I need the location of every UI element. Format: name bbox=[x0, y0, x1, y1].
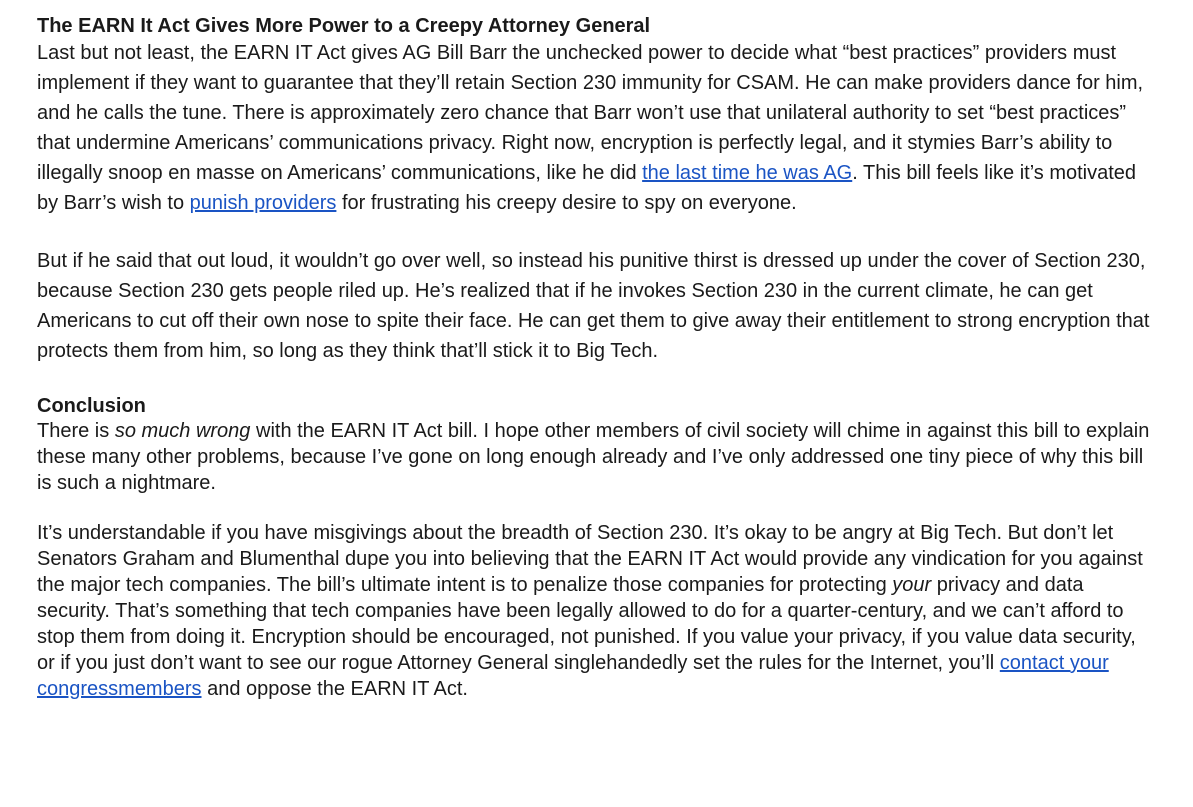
paragraph: But if he said that out loud, it wouldn’t go over well, so instead his punitive thirst is dressed up under the cover of Section 230, because Section 230 gets people riled up. He’s realized that if he invokes Section 230 in the current climate, he can get Americans to cut off their own nose to spite their face. He can get them to give away their entitlement to strong encryption that protects them from him, so long as they think that’ll stick it to Big Tech. bbox=[37, 250, 1150, 362]
punish-providers-link[interactable]: punish providers bbox=[189, 192, 337, 214]
paragraph bbox=[37, 520, 1157, 702]
section-heading: The EARN It Act Gives More Power to a Creepy Attorney General bbox=[37, 15, 651, 37]
paragraph-text: Last but not least, the EARN IT Act gives AG Bill Barr the unchecked power to decide what “best practices” providers must implement if they want to guarantee that they’ll retain Section 230 immunity for CSAM. He can make providers dance for him, and he calls the tune. There is approximately zero chance that Barr won’t use that unilateral authority to set “best practices” that undermine Americans’ communications privacy. Right now, encryption is perfectly legal, and it stymies Barr’s ability to illegally snoop en masse on Americans’ communications, like he did bbox=[37, 42, 1144, 184]
paragraph-text: . This bill feels like it’s motivated by Barr’s wish to bbox=[37, 162, 1137, 214]
paragraph-text: It’s understandable if you have misgivings about the breadth of Section 230. It’s okay to be angry at Big Tech. But don’t let Senators Graham and Blumenthal dupe you into believing that the EARN IT Act would provide any vindication for you against the major tech companies. The bill’s ultimate intent is to penalize those companies for protecting bbox=[37, 522, 1143, 596]
section-conclusion bbox=[37, 394, 1157, 702]
section-heading: Conclusion bbox=[37, 395, 146, 417]
paragraph-text: and oppose the EARN IT Act. bbox=[201, 678, 468, 700]
section-attorney-general bbox=[37, 14, 1157, 366]
contact-congressmembers-link[interactable]: contact your congressmembers bbox=[37, 652, 1109, 700]
paragraph-text: There is bbox=[37, 420, 115, 442]
paragraph bbox=[37, 38, 1157, 218]
emphasis-text: so much wrong bbox=[114, 420, 251, 442]
emphasis-text: your bbox=[892, 574, 932, 596]
last-time-ag-link[interactable]: the last time he was AG bbox=[642, 162, 853, 184]
paragraph-text: privacy and data security. That’s something that tech companies have been legally allowed to do for a quarter-century, and we can’t afford to stop them from doing it. Encryption should be encouraged, not punished. If you value your privacy, if you value data security, or if you just don’t want to see our rogue Attorney General singlehandedly set the rules for the Internet, you’ll bbox=[37, 574, 1136, 674]
paragraph-text: for frustrating his creepy desire to spy on everyone. bbox=[336, 192, 797, 214]
paragraph-text: with the EARN IT Act bill. I hope other members of civil society will chime in against this bill to explain these many other problems, because I’ve gone on long enough already and I’ve only addressed one tiny piece of why this bill is such a nightmare. bbox=[37, 420, 1150, 494]
paragraph bbox=[37, 418, 1157, 496]
